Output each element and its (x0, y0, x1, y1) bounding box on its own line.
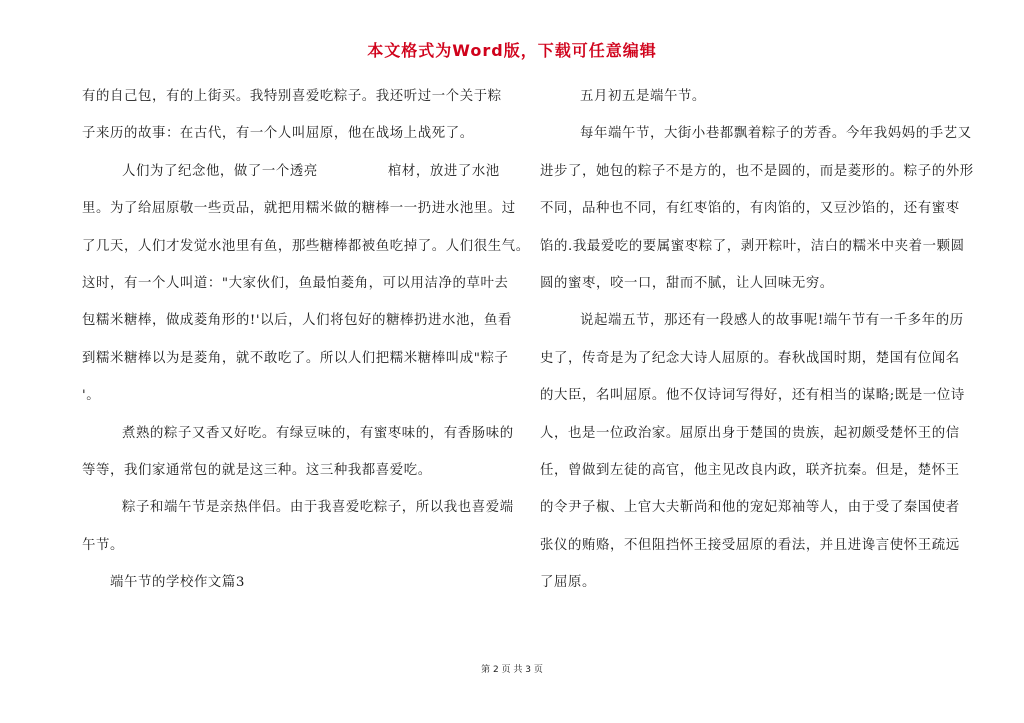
text-line: 每年端午节，大街小巷都飘着粽子的芳香。今年我妈妈的手艺又 (580, 126, 972, 142)
text-line: 里。为了给屈原敬一些贡品，就把用糯米做的糖棒一一扔进水池里。过 (82, 201, 516, 217)
text-line: 等等，我们家通常包的就是这三种。这三种我都喜爱吃。 (82, 462, 432, 478)
text-line: 到糯米糖棒以为是菱角，就不敢吃了。所以人们把糯米糖棒叫成"粽子 (82, 350, 509, 366)
text-line: 说起端五节，那还有一段感人的故事呢!端午节有一千多年的历 (580, 313, 964, 329)
document-header-title: 本文格式为Word版，下载可任意编辑 (367, 41, 657, 60)
text-line: 张仪的贿赂，不但阻挡怀王接受屈原的看法，并且进谗言使怀王疏远 (540, 537, 960, 553)
text-line: 的大臣，名叫屈原。他不仅诗词写得好，还有相当的谋略;既是一位诗 (540, 388, 965, 404)
text-line (82, 153, 502, 190)
text-line: 五月初五是端午节。 (580, 89, 706, 104)
text-line: 不同，品种也不同，有红枣馅的，有肉馅的，又豆沙馅的，还有蜜枣 (540, 201, 960, 217)
text-line: 进步了，她包的粽子不是方的，也不是圆的，而是菱形的。粽子的外形 (540, 163, 974, 179)
text-segment: 棺材，放进了水池 (387, 163, 500, 179)
text-line: 史了，传奇是为了纪念大诗人屈原的。春秋战国时期，楚国有位闻名 (540, 350, 960, 366)
text-line: 端午节的学校作文篇3 (110, 575, 246, 591)
text-line: 煮熟的粽子又香又好吃。有绿豆味的，有蜜枣味的，有香肠味的 (122, 425, 514, 441)
right-text-column (540, 78, 974, 601)
text-line: 粽子和端午节是亲热伴侣。由于我喜爱吃粽子，所以我也喜爱端 (122, 500, 514, 516)
text-line: 人，也是一位政治家。屈原出身于楚国的贵族，起初颇受楚怀王的信 (540, 425, 960, 441)
text-segment: 人们为了纪念他，做了一个透亮 (122, 163, 318, 179)
text-line: 有的自己包，有的上街买。我特别喜爱吃粽子。我还听过一个关于粽 (82, 89, 502, 104)
text-line: 圆的蜜枣，咬一口，甜而不腻，让人回味无穷。 (540, 275, 834, 291)
text-line: 这时，有一个人叫道："大家伙们，鱼最怕菱角，可以用洁净的草叶去 (82, 275, 509, 291)
text-line: 午节。 (82, 537, 124, 553)
text-line: 的令尹子椒、上官大夫靳尚和他的宠妃郑袖等人，由于受了秦国使者 (540, 500, 960, 516)
text-line: '。 (82, 388, 101, 404)
text-line: 子来历的故事：在古代，有一个人叫屈原，他在战场上战死了。 (82, 126, 474, 142)
text-line: 包糯米糖棒，做成菱角形的!'以后，人们将包好的糖棒扔进水池，鱼看 (82, 313, 512, 329)
text-line: 馅的.我最爱吃的要属蜜枣粽了，剥开粽叶，洁白的糯米中夹着一颗圆 (540, 238, 965, 254)
text-line: 了几天，人们才发觉水池里有鱼，那些糖棒都被鱼吃掉了。人们很生气。 (82, 238, 530, 254)
text-line: 任，曾做到左徒的高官，他主见改良内政，联齐抗秦。但是，楚怀王 (540, 462, 960, 478)
page-number: 第 2 页 共 3 页 (481, 665, 543, 675)
left-text-column (82, 78, 530, 601)
text-line: 了屈原。 (540, 575, 596, 591)
